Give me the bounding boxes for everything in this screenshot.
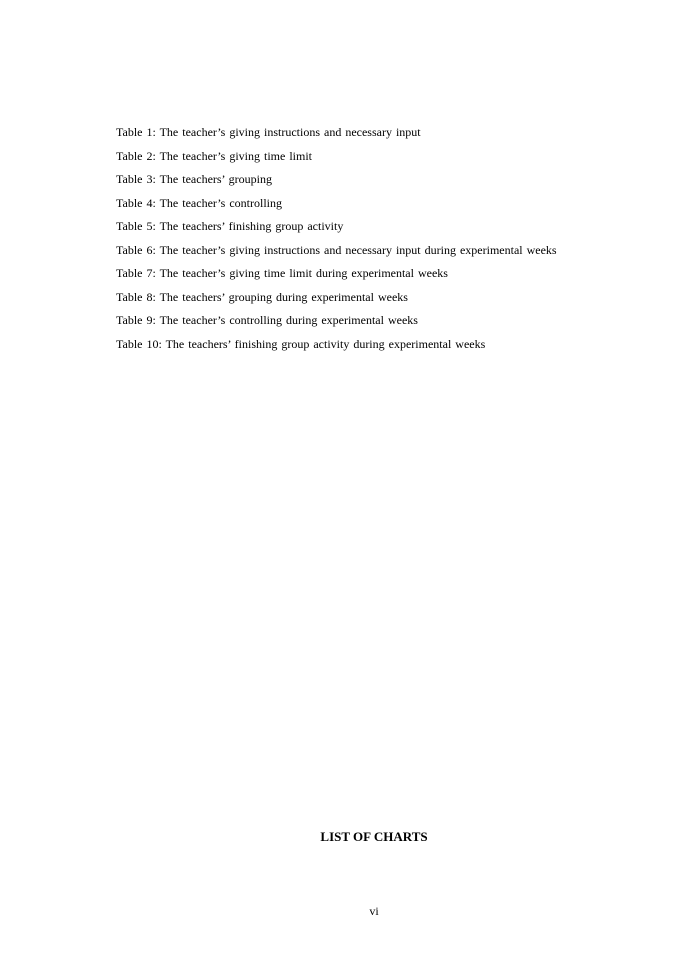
table-entry: Table 7: The teacher’s giving time limit during experimental weeks xyxy=(116,266,448,280)
table-entry: Table 9: The teacher’s controlling during experimental weeks xyxy=(116,313,418,327)
table-entry: Table 8: The teachers’ grouping during experimental weeks xyxy=(116,289,408,304)
table-entry: Table 4: The teacher’s controlling xyxy=(116,195,282,210)
section-heading: LIST OF CHARTS xyxy=(320,829,428,844)
list-of-tables xyxy=(116,121,676,356)
table-entry: Table 10: The teachers’ finishing group activity during experimental weeks xyxy=(116,336,486,351)
table-entry: Table 5: The teachers’ finishing group activity xyxy=(116,219,344,233)
table-entry: Table 1: The teacher’s giving instructions and necessary input xyxy=(116,125,421,139)
page-number: vi xyxy=(369,904,379,918)
table-entry: Table 3: The teachers’ grouping xyxy=(116,172,272,186)
table-entry: Table 2: The teacher’s giving time limit xyxy=(116,148,313,163)
table-entry: Table 6: The teacher’s giving instructions and necessary input during experimental weeks xyxy=(116,242,557,257)
